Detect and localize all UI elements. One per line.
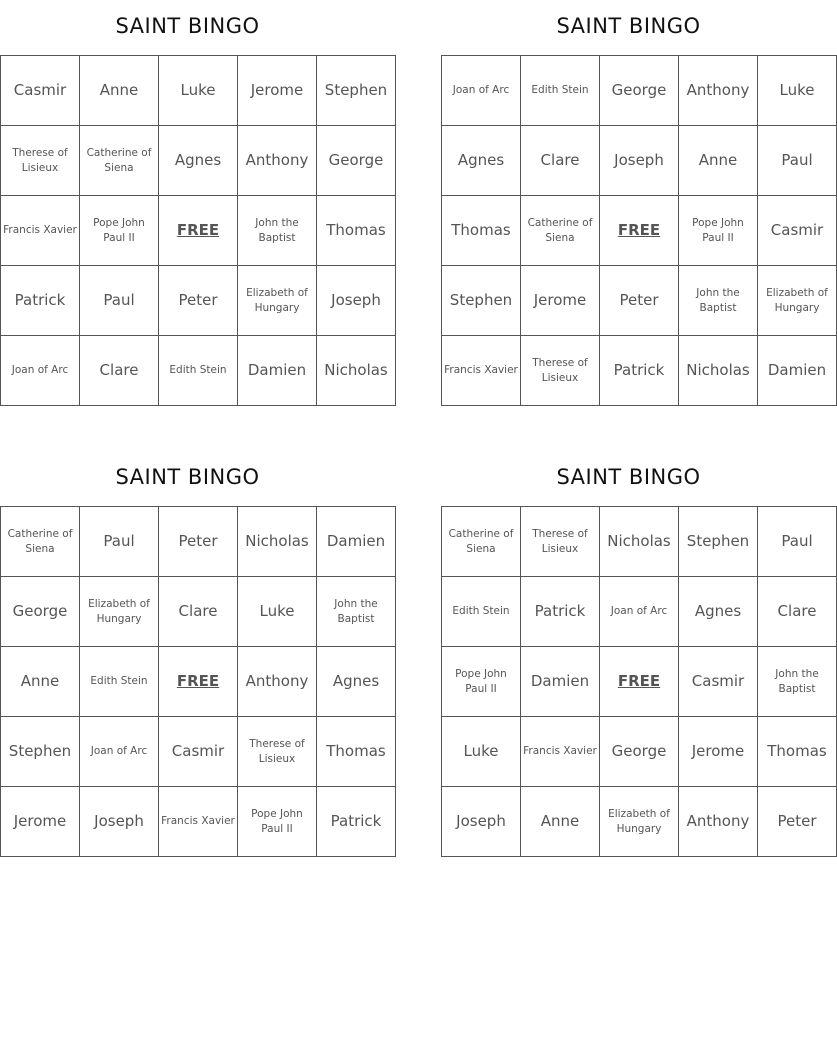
bingo-cell: Anne — [80, 56, 159, 126]
bingo-cell: Thomas — [758, 717, 837, 787]
bingo-cell: Joan of Arc — [442, 56, 521, 126]
bingo-cell: Nicholas — [679, 336, 758, 406]
bingo-cell: Damien — [521, 647, 600, 717]
bingo-cell: Agnes — [679, 577, 758, 647]
bingo-row — [1, 266, 396, 336]
bingo-cell: George — [600, 56, 679, 126]
bingo-cell: Pope John Paul II — [80, 196, 159, 266]
bingo-cell: Joan of Arc — [80, 717, 159, 787]
card-title: SAINT BINGO — [115, 465, 260, 489]
bingo-cell: Joseph — [442, 787, 521, 857]
bingo-cell: Agnes — [317, 647, 396, 717]
bingo-cell: Patrick — [317, 787, 396, 857]
bingo-row — [1, 336, 396, 406]
bingo-cell: Casmir — [159, 717, 238, 787]
free-space: FREE — [600, 196, 679, 266]
bingo-row — [1, 196, 396, 266]
bingo-cell: Agnes — [442, 126, 521, 196]
bingo-cell: Joseph — [600, 126, 679, 196]
bingo-cell: Pope John Paul II — [238, 787, 317, 857]
free-space: FREE — [159, 647, 238, 717]
bingo-cell: Therese of Lisieux — [1, 126, 80, 196]
bingo-cell: George — [1, 577, 80, 647]
bingo-row — [1, 647, 396, 717]
bingo-cell: Paul — [758, 126, 837, 196]
bingo-row — [442, 126, 837, 196]
bingo-cell: John the Baptist — [758, 647, 837, 717]
bingo-cell: Paul — [80, 266, 159, 336]
bingo-row — [1, 507, 396, 577]
bingo-cell: Casmir — [679, 647, 758, 717]
bingo-cell: Casmir — [1, 56, 80, 126]
bingo-cell: Luke — [442, 717, 521, 787]
bingo-cell: Elizabeth of Hungary — [238, 266, 317, 336]
bingo-cell: Anne — [521, 787, 600, 857]
bingo-row — [442, 507, 837, 577]
bingo-cell: Peter — [600, 266, 679, 336]
bingo-cell: Peter — [159, 507, 238, 577]
bingo-cell: Therese of Lisieux — [238, 717, 317, 787]
bingo-cell: Clare — [521, 126, 600, 196]
bingo-cell: Thomas — [442, 196, 521, 266]
bingo-cell: John the Baptist — [238, 196, 317, 266]
bingo-row — [442, 787, 837, 857]
bingo-cell: Patrick — [1, 266, 80, 336]
bingo-cell: Thomas — [317, 196, 396, 266]
bingo-row — [1, 126, 396, 196]
bingo-cell: Edith Stein — [159, 336, 238, 406]
bingo-cell: Stephen — [442, 266, 521, 336]
bingo-cell: Anthony — [238, 126, 317, 196]
bingo-cell: Jerome — [679, 717, 758, 787]
bingo-cell: John the Baptist — [679, 266, 758, 336]
bingo-cell: Anne — [679, 126, 758, 196]
bingo-cell: Nicholas — [600, 507, 679, 577]
bingo-cell: Therese of Lisieux — [521, 507, 600, 577]
bingo-cell: Casmir — [758, 196, 837, 266]
bingo-grid — [441, 55, 837, 406]
bingo-cell: Edith Stein — [442, 577, 521, 647]
bingo-cell: Luke — [238, 577, 317, 647]
bingo-row — [1, 787, 396, 857]
bingo-cell: Luke — [758, 56, 837, 126]
bingo-cell: Joseph — [317, 266, 396, 336]
bingo-cell: Catherine of Siena — [521, 196, 600, 266]
bingo-cell: Damien — [238, 336, 317, 406]
bingo-cell: Peter — [159, 266, 238, 336]
bingo-cell: Nicholas — [238, 507, 317, 577]
free-space: FREE — [159, 196, 238, 266]
bingo-cell: Paul — [758, 507, 837, 577]
bingo-cell: Nicholas — [317, 336, 396, 406]
bingo-cell: George — [600, 717, 679, 787]
bingo-row — [442, 717, 837, 787]
bingo-cell: Francis Xavier — [521, 717, 600, 787]
bingo-cell: Clare — [159, 577, 238, 647]
bingo-cell: Elizabeth of Hungary — [758, 266, 837, 336]
bingo-row — [1, 717, 396, 787]
bingo-cell: Jerome — [521, 266, 600, 336]
card-title: SAINT BINGO — [115, 14, 260, 38]
bingo-cell: Francis Xavier — [442, 336, 521, 406]
bingo-row — [442, 647, 837, 717]
bingo-cell: George — [317, 126, 396, 196]
bingo-cell: Catherine of Siena — [1, 507, 80, 577]
bingo-grid — [0, 506, 396, 857]
bingo-cell: Clare — [80, 336, 159, 406]
bingo-cell: Francis Xavier — [159, 787, 238, 857]
bingo-cell: Joan of Arc — [600, 577, 679, 647]
bingo-cell: Stephen — [317, 56, 396, 126]
bingo-cell: John the Baptist — [317, 577, 396, 647]
bingo-cell: Thomas — [317, 717, 396, 787]
bingo-cell: Patrick — [521, 577, 600, 647]
bingo-cell: Pope John Paul II — [679, 196, 758, 266]
bingo-cell: Peter — [758, 787, 837, 857]
bingo-cell: Therese of Lisieux — [521, 336, 600, 406]
bingo-row — [442, 266, 837, 336]
bingo-cell: Anthony — [679, 787, 758, 857]
bingo-cell: Jerome — [238, 56, 317, 126]
bingo-cell: Anne — [1, 647, 80, 717]
bingo-row — [1, 577, 396, 647]
bingo-cell: Patrick — [600, 336, 679, 406]
bingo-cell: Anthony — [238, 647, 317, 717]
bingo-cell: Luke — [159, 56, 238, 126]
bingo-row — [442, 577, 837, 647]
bingo-cell: Catherine of Siena — [442, 507, 521, 577]
bingo-row — [442, 196, 837, 266]
bingo-cell: Edith Stein — [521, 56, 600, 126]
bingo-cell: Edith Stein — [80, 647, 159, 717]
card-title: SAINT BINGO — [556, 465, 701, 489]
bingo-grid — [441, 506, 837, 857]
bingo-cell: Damien — [758, 336, 837, 406]
bingo-cell: Stephen — [1, 717, 80, 787]
bingo-cell: Pope John Paul II — [442, 647, 521, 717]
bingo-cell: Elizabeth of Hungary — [80, 577, 159, 647]
card-title: SAINT BINGO — [556, 14, 701, 38]
bingo-cell: Paul — [80, 507, 159, 577]
bingo-cell: Elizabeth of Hungary — [600, 787, 679, 857]
bingo-row — [442, 56, 837, 126]
bingo-cell: Clare — [758, 577, 837, 647]
bingo-cell: Damien — [317, 507, 396, 577]
bingo-cell: Catherine of Siena — [80, 126, 159, 196]
bingo-row — [1, 56, 396, 126]
bingo-cell: Agnes — [159, 126, 238, 196]
free-space: FREE — [600, 647, 679, 717]
bingo-cell: Francis Xavier — [1, 196, 80, 266]
bingo-grid — [0, 55, 396, 406]
bingo-row — [442, 336, 837, 406]
bingo-cell: Joseph — [80, 787, 159, 857]
bingo-cell: Jerome — [1, 787, 80, 857]
bingo-cell: Joan of Arc — [1, 336, 80, 406]
bingo-cell: Anthony — [679, 56, 758, 126]
bingo-cell: Stephen — [679, 507, 758, 577]
